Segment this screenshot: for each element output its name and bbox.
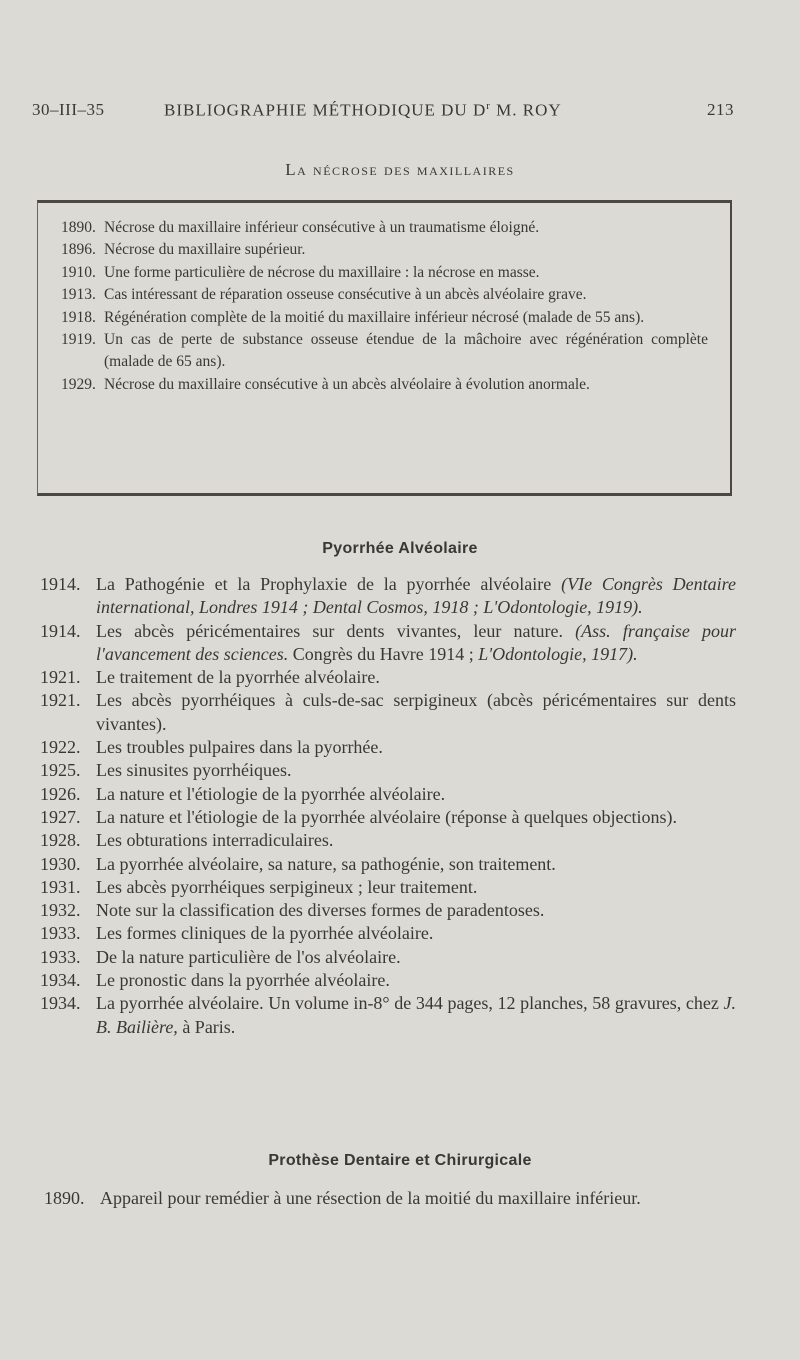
list-item: 1921. Le traitement de la pyorrhée alvéolaire. — [40, 667, 380, 688]
list-item: 1918. Régénération complète de la moitié du maxillaire inférieur nécrosé (malade de 55 ans). — [61, 308, 645, 326]
list-item: 1933. De la nature particulière de l'os alvéolaire. — [40, 946, 401, 967]
necrose-section-title: La nécrose des maxillaires — [285, 160, 515, 179]
running-head-title: BIBLIOGRAPHIE MÉTHODIQUE DU $D^r$ M. ROY — [164, 100, 562, 120]
list-item: 1919. Un cas de perte de substance osseuse étendue de la mâchoire avec régénération complète (malade de 65 ans). — [61, 331, 708, 371]
pyorrhee-heading: Pyorrhée Alvéolaire — [322, 540, 478, 557]
list-item: 1934. Le pronostic dans la pyorrhée alvéolaire. — [40, 970, 390, 991]
list-item: 1890. Nécrose du maxillaire inférieur consécutive à un traumatisme éloigné. — [61, 219, 540, 236]
necrose-list — [61, 217, 708, 396]
list-item: 1927. La nature et l'étiologie de la pyorrhée alvéolaire (réponse à quelques objections). — [40, 806, 678, 827]
running-head-date: 30–III–35 — [32, 100, 105, 119]
list-item: 1925. Les sinusites pyorrhéiques. — [40, 760, 292, 781]
page-number: 213 — [707, 100, 734, 119]
prothese-heading: Prothèse Dentaire et Chirurgicale — [268, 1152, 532, 1169]
list-item: 1932. Note sur la classification des diverses formes de paradentoses. — [40, 900, 545, 921]
list-item: 1930. La pyorrhée alvéolaire, sa nature, sa pathogénie, son traitement. — [40, 853, 556, 874]
list-item: 1931. Les abcès pyorrhéiques serpigineux ; leur traitement. — [40, 876, 478, 897]
list-item: 1934. La pyorrhée alvéolaire. Un volume in-8° de 344 pages, 12 planches, 58 gravures, chez J. B. Bailière, à Paris. — [40, 993, 736, 1037]
list-item: 1896. Nécrose du maxillaire supérieur. — [61, 241, 306, 259]
necrose-box — [37, 200, 732, 496]
list-item: 1914. La Pathogénie et la Prophylaxie de la pyorrhée alvéolaire (VIe Congrès Dentaire international, Londres 1914 ; Dental Cosmos, 1918 ; L'Odontologie, 1919). — [40, 574, 736, 618]
list-item: 1928. Les obturations interradiculaires. — [40, 830, 334, 851]
list-item: 1933. Les formes cliniques de la pyorrhée alvéolaire. — [40, 923, 434, 944]
list-item: 1921. Les abcès pyorrhéiques à culs-de-sac serpigineux (abcès péricémentaires sur dents vivantes). — [40, 690, 736, 734]
list-item: 1922. Les troubles pulpaires dans la pyorrhée. — [40, 737, 383, 758]
list-item: 1910. Une forme particulière de nécrose du maxillaire : la nécrose en masse. — [61, 263, 540, 281]
list-item: 1926. La nature et l'étiologie de la pyorrhée alvéolaire. — [40, 783, 446, 804]
list-item: 1913. Cas intéressant de réparation osseuse consécutive à un abcès alvéolaire grave. — [61, 286, 587, 304]
pyorrhee-list — [40, 573, 736, 1039]
list-item: 1929. Nécrose du maxillaire consécutive à un abcès alvéolaire à évolution anormale. — [61, 375, 590, 393]
prothese-list — [44, 1187, 736, 1210]
list-item: 1890. Appareil pour remédier à une résection de la moitié du maxillaire inférieur. — [44, 1188, 641, 1208]
list-item: 1914. Les abcès péricémentaires sur dents vivantes, leur nature. (Ass. française pour l'avancement des sciences. Congrès du Havre 1914 ; L'Odontologie, 1917). — [40, 620, 736, 664]
